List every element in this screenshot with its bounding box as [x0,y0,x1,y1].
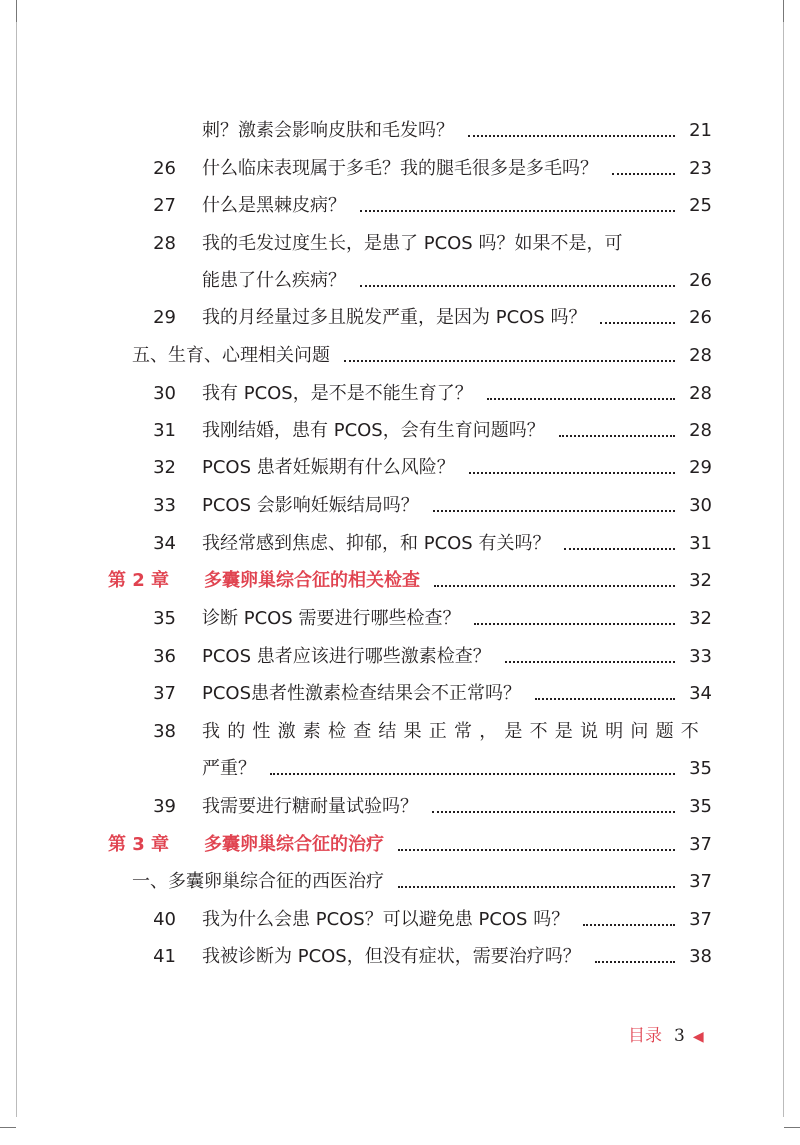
entry-number: 29 [153,307,176,328]
chapter-title: 多囊卵巢综合征的治疗 [204,834,384,855]
entry-title: 我的月经量过多且脱发严重，是因为 PCOS 吗？ [202,307,587,328]
section-title: 五、生育、心理相关问题 [132,345,330,366]
entry-page-number: 23 [689,158,712,179]
entry-page-number: 37 [689,834,712,855]
entry-page-number: 28 [689,383,712,404]
chapter-title: 多囊卵巢综合征的相关检查 [204,570,420,591]
toc-entry-row[interactable] [0,905,800,935]
dot-leader [344,360,675,362]
dot-leader [398,886,675,888]
entry-title: 我有 PCOS，是不是不能生育了？ [202,383,473,404]
entry-number: 36 [153,646,176,667]
entry-number: 27 [153,195,176,216]
dot-leader [469,472,675,474]
entry-number: 35 [153,608,176,629]
entry-page-number: 28 [689,345,712,366]
dot-leader [398,849,675,851]
dot-leader [487,398,675,400]
toc-entry-row[interactable] [0,116,800,146]
entry-title: PCOS 患者应该进行哪些激素检查？ [202,646,491,667]
entry-title: 我为什么会患 PCOS？可以避免患 PCOS 吗？ [202,909,570,930]
toc-entry-row[interactable] [0,529,800,559]
toc-entry-row[interactable] [0,154,800,184]
entry-number: 40 [153,909,176,930]
entry-page-number: 28 [689,420,712,441]
entry-page-number: 31 [689,533,712,554]
entry-number: 38 [153,721,176,742]
entry-number: 34 [153,533,176,554]
toc-entry-row[interactable] [0,379,800,409]
toc-entry-row[interactable] [0,942,800,972]
entry-page-number: 32 [689,608,712,629]
entry-title: 诊断 PCOS 需要进行哪些检查？ [202,608,461,629]
toc-entry-row[interactable] [0,491,800,521]
toc-entry-row[interactable] [0,679,800,709]
entry-title: 我的毛发过度生长，是患了 PCOS 吗？如果不是，可 [202,233,623,254]
dot-leader [505,661,675,663]
entry-number: 31 [153,420,176,441]
page-footer [628,1022,704,1050]
entry-title: 什么是黑棘皮病？ [202,195,346,216]
entry-number: 37 [153,683,176,704]
entry-page-number: 21 [689,120,712,141]
entry-page-number: 35 [689,758,712,779]
dot-leader [270,773,675,775]
toc-entry-row[interactable] [0,604,800,634]
entry-number: 28 [153,233,176,254]
dot-leader [432,811,675,813]
dot-leader [595,961,675,963]
chapter-label: 第 3 章 [108,834,170,855]
entry-page-number: 32 [689,570,712,591]
entry-title: 我需要进行糖耐量试验吗？ [202,796,418,817]
entry-number: 30 [153,383,176,404]
dot-leader [433,510,675,512]
entry-number: 39 [153,796,176,817]
footer-page-number: 3 [674,1026,685,1046]
toc-entry-row[interactable] [0,229,800,259]
entry-page-number: 38 [689,946,712,967]
toc-chapter-row[interactable] [0,830,800,860]
entry-title: PCOS患者性激素检查结果会不正常吗？ [202,683,522,704]
toc-entry-row[interactable] [0,303,800,333]
entry-page-number: 35 [689,796,712,817]
entry-title: 什么临床表现属于多毛？我的腿毛很多是多毛吗？ [202,158,598,179]
dot-leader [360,285,675,287]
footer-arrow-icon: ◀ [692,1029,704,1045]
toc-entry-row[interactable] [0,191,800,221]
toc-entry-row[interactable] [0,266,800,296]
entry-number: 33 [153,495,176,516]
chapter-label: 第 2 章 [108,570,170,591]
dot-leader [468,135,675,137]
entry-number: 32 [153,457,176,478]
dot-leader [559,435,675,437]
dot-leader [535,698,675,700]
footer-label: 目录 [628,1026,662,1046]
entry-title: 我被诊断为 PCOS，但没有症状，需要治疗吗？ [202,946,581,967]
toc-section-row[interactable] [0,867,800,897]
entry-number: 26 [153,158,176,179]
toc-entry-row[interactable] [0,453,800,483]
entry-title: 我的性激素检查结果正常，是不是说明问题不 [202,721,706,742]
entry-title: 刺？激素会影响皮肤和毛发吗？ [202,120,454,141]
toc-entry-row[interactable] [0,642,800,672]
dot-leader [434,585,675,587]
toc-entry-row[interactable] [0,754,800,784]
entry-page-number: 33 [689,646,712,667]
entry-page-number: 37 [689,909,712,930]
toc-entry-row[interactable] [0,416,800,446]
entry-page-number: 30 [689,495,712,516]
dot-leader [474,623,675,625]
entry-title: PCOS 会影响妊娠结局吗？ [202,495,419,516]
dot-leader [564,548,675,550]
entry-page-number: 37 [689,871,712,892]
entry-title: 严重？ [202,758,256,779]
entry-page-number: 29 [689,457,712,478]
dot-leader [600,322,675,324]
dot-leader [360,210,675,212]
entry-page-number: 26 [689,270,712,291]
toc-chapter-row[interactable] [0,566,800,596]
entry-title: 我刚结婚，患有 PCOS，会有生育问题吗？ [202,420,545,441]
toc-entry-row[interactable] [0,792,800,822]
entry-page-number: 26 [689,307,712,328]
entry-number: 41 [153,946,176,967]
section-title: 一、多囊卵巢综合征的西医治疗 [132,871,384,892]
dot-leader [612,173,675,175]
entry-title: 能患了什么疾病？ [202,270,346,291]
entry-title: PCOS 患者妊娠期有什么风险？ [202,457,455,478]
dot-leader [583,924,675,926]
entry-title: 我经常感到焦虑、抑郁，和 PCOS 有关吗？ [202,533,551,554]
toc-section-row[interactable] [0,341,800,371]
entry-page-number: 25 [689,195,712,216]
toc-entry-row[interactable] [0,717,800,747]
entry-page-number: 34 [689,683,712,704]
